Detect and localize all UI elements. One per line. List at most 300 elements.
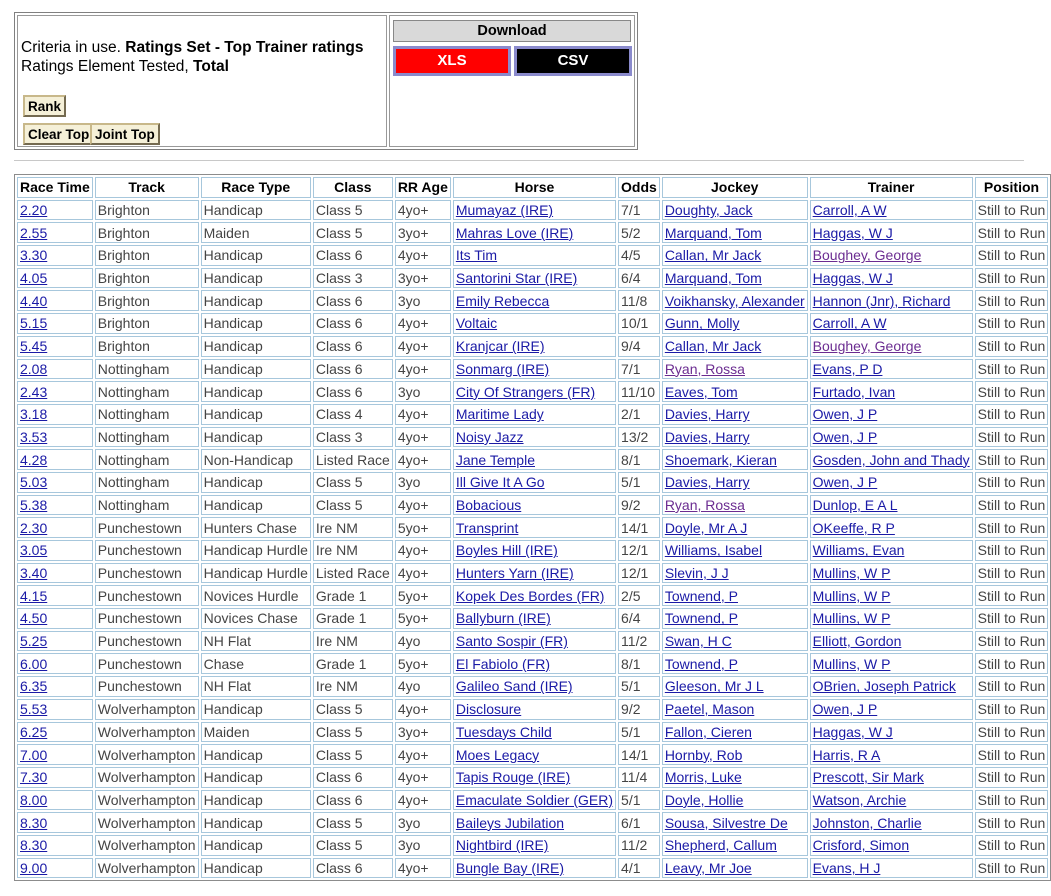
- position-cell: Still to Run: [975, 517, 1049, 538]
- track-cell: Nottingham: [95, 472, 199, 493]
- class-cell: Class 5: [313, 222, 393, 243]
- race-type-cell: Handicap: [201, 404, 311, 425]
- race-time-link[interactable]: 2.20: [20, 202, 48, 219]
- time-cell: [17, 290, 93, 311]
- age-cell: 5yo+: [395, 585, 451, 606]
- horse-link[interactable]: City Of Strangers (FR): [455, 383, 596, 400]
- race-type-cell: NH Flat: [201, 676, 311, 697]
- time-cell: [17, 200, 93, 221]
- horse-cell: [453, 858, 616, 879]
- jockey-link[interactable]: Shepherd, Callum: [664, 837, 777, 854]
- jockey-link[interactable]: Doyle, Hollie: [664, 791, 744, 808]
- trainer-cell: [810, 381, 973, 402]
- time-cell: [17, 517, 93, 538]
- race-time-link[interactable]: 3.05: [20, 542, 48, 559]
- table-row: [17, 290, 1048, 311]
- trainer-link[interactable]: Owen, J P: [812, 701, 878, 718]
- jockey-cell: [662, 631, 808, 652]
- jockey-cell: [662, 767, 808, 788]
- race-time-link[interactable]: 2.08: [20, 360, 48, 377]
- trainer-link[interactable]: Carroll, A W: [812, 202, 887, 219]
- time-cell: [17, 676, 93, 697]
- position-cell: Still to Run: [975, 449, 1049, 470]
- trainer-link[interactable]: Evans, P D: [812, 360, 883, 377]
- position-cell: Still to Run: [975, 653, 1049, 674]
- position-cell: Still to Run: [975, 222, 1049, 243]
- track-cell: Punchestown: [95, 653, 199, 674]
- trainer-cell: [810, 835, 973, 856]
- track-cell: Nottingham: [95, 495, 199, 516]
- time-cell: [17, 540, 93, 561]
- track-cell: Punchestown: [95, 563, 199, 584]
- trainer-link[interactable]: Haggas, W J: [812, 723, 893, 740]
- race-time-link[interactable]: 6.35: [20, 678, 48, 695]
- horse-link[interactable]: Noisy Jazz: [455, 428, 524, 445]
- horse-link[interactable]: Kopek Des Bordes (FR): [455, 587, 605, 604]
- race-type-cell: Handicap Hurdle: [201, 563, 311, 584]
- age-cell: 4yo+: [395, 563, 451, 584]
- jockey-cell: [662, 585, 808, 606]
- race-type-cell: Handicap: [201, 472, 311, 493]
- race-time-link[interactable]: 9.00: [20, 859, 48, 876]
- trainer-link[interactable]: Furtado, Ivan: [812, 383, 896, 400]
- jockey-link[interactable]: Slevin, J J: [664, 565, 729, 582]
- track-cell: Punchestown: [95, 517, 199, 538]
- horse-link[interactable]: Bungle Bay (IRE): [455, 859, 565, 876]
- jockey-cell: [662, 835, 808, 856]
- horse-cell: [453, 449, 616, 470]
- jockey-cell: [662, 359, 808, 380]
- jockey-link[interactable]: Hornby, Rob: [664, 746, 743, 763]
- trainer-link[interactable]: Boughey, George: [812, 247, 922, 264]
- trainer-cell: [810, 449, 973, 470]
- class-cell: Class 6: [313, 245, 393, 266]
- odds-cell: 9/4: [618, 336, 660, 357]
- trainer-cell: [810, 653, 973, 674]
- position-cell: Still to Run: [975, 812, 1049, 833]
- table-row: [17, 222, 1048, 243]
- race-type-cell: Handicap: [201, 427, 311, 448]
- trainer-cell: [810, 608, 973, 629]
- horse-link[interactable]: Mahras Love (IRE): [455, 224, 574, 241]
- horse-link[interactable]: Hunters Yarn (IRE): [455, 565, 574, 582]
- class-cell: Grade 1: [313, 653, 393, 674]
- track-cell: Wolverhampton: [95, 835, 199, 856]
- race-time-link[interactable]: 4.40: [20, 292, 48, 309]
- trainer-cell: [810, 676, 973, 697]
- jockey-cell: [662, 495, 808, 516]
- rank-button[interactable]: Rank: [23, 95, 66, 117]
- horse-link[interactable]: Nightbird (IRE): [455, 837, 549, 854]
- race-time-link[interactable]: 5.15: [20, 315, 48, 332]
- jockey-link[interactable]: Townend, P: [664, 610, 738, 627]
- class-cell: Class 6: [313, 767, 393, 788]
- time-cell: [17, 336, 93, 357]
- race-type-cell: Handicap: [201, 699, 311, 720]
- jockey-link[interactable]: Gleeson, Mr J L: [664, 678, 764, 695]
- race-time-link[interactable]: 2.55: [20, 224, 48, 241]
- jockey-link[interactable]: Voikhansky, Alexander: [664, 292, 805, 309]
- age-cell: 4yo+: [395, 359, 451, 380]
- odds-cell: 14/1: [618, 517, 660, 538]
- horse-cell: [453, 290, 616, 311]
- track-cell: Brighton: [95, 290, 199, 311]
- race-type-cell: Handicap: [201, 495, 311, 516]
- jockey-cell: [662, 676, 808, 697]
- position-cell: Still to Run: [975, 722, 1049, 743]
- trainer-link[interactable]: OKeeffe, R P: [812, 519, 895, 536]
- position-cell: Still to Run: [975, 585, 1049, 606]
- race-time-link[interactable]: 5.03: [20, 474, 48, 491]
- race-type-cell: Handicap: [201, 290, 311, 311]
- column-header-horse: Horse: [453, 177, 616, 198]
- position-cell: Still to Run: [975, 290, 1049, 311]
- jockey-cell: [662, 245, 808, 266]
- class-cell: Class 6: [313, 381, 393, 402]
- horse-cell: [453, 200, 616, 221]
- odds-cell: 2/1: [618, 404, 660, 425]
- horse-link[interactable]: Voltaic: [455, 315, 498, 332]
- trainer-link[interactable]: Harris, R A: [812, 746, 881, 763]
- position-cell: Still to Run: [975, 359, 1049, 380]
- table-row: [17, 404, 1048, 425]
- horse-cell: [453, 676, 616, 697]
- column-header-position: Position: [975, 177, 1049, 198]
- race-time-link[interactable]: 8.30: [20, 837, 48, 854]
- time-cell: [17, 313, 93, 334]
- download-xls-button[interactable]: XLS: [393, 46, 511, 76]
- jockey-link[interactable]: Townend, P: [664, 655, 738, 672]
- race-time-link[interactable]: 2.43: [20, 383, 48, 400]
- table-row: [17, 858, 1048, 879]
- odds-cell: 11/4: [618, 767, 660, 788]
- odds-cell: 2/5: [618, 585, 660, 606]
- trainer-link[interactable]: Evans, H J: [812, 859, 881, 876]
- horse-cell: [453, 585, 616, 606]
- jockey-link[interactable]: Gunn, Molly: [664, 315, 740, 332]
- trainer-link[interactable]: Haggas, W J: [812, 224, 893, 241]
- race-time-link[interactable]: 8.00: [20, 791, 48, 808]
- clear-top-button[interactable]: Clear Top: [23, 123, 94, 145]
- race-type-cell: Handicap: [201, 268, 311, 289]
- trainer-link[interactable]: Watson, Archie: [812, 791, 907, 808]
- time-cell: [17, 608, 93, 629]
- horse-cell: [453, 835, 616, 856]
- jockey-link[interactable]: Callan, Mr Jack: [664, 338, 762, 355]
- horse-link[interactable]: Tuesdays Child: [455, 723, 552, 740]
- table-row: [17, 495, 1048, 516]
- trainer-link[interactable]: Haggas, W J: [812, 270, 893, 287]
- track-cell: Brighton: [95, 200, 199, 221]
- column-header-trainer: Trainer: [810, 177, 973, 198]
- horse-link[interactable]: Ill Give It A Go: [455, 474, 545, 491]
- class-cell: Class 6: [313, 858, 393, 879]
- trainer-link[interactable]: OBrien, Joseph Patrick: [812, 678, 956, 695]
- horse-link[interactable]: Santorini Star (IRE): [455, 270, 578, 287]
- horse-cell: [453, 404, 616, 425]
- race-time-link[interactable]: 3.30: [20, 247, 48, 264]
- time-cell: [17, 812, 93, 833]
- jockey-link[interactable]: Davies, Harry: [664, 406, 750, 423]
- age-cell: 4yo+: [395, 540, 451, 561]
- table-row: [17, 268, 1048, 289]
- odds-cell: 4/1: [618, 858, 660, 879]
- horse-link[interactable]: Emily Rebecca: [455, 292, 550, 309]
- odds-cell: 12/1: [618, 540, 660, 561]
- race-type-cell: Handicap: [201, 812, 311, 833]
- jockey-link[interactable]: Leavy, Mr Joe: [664, 859, 752, 876]
- age-cell: 4yo+: [395, 404, 451, 425]
- jockey-link[interactable]: Ryan, Rossa: [664, 360, 745, 377]
- horse-link[interactable]: Tapis Rouge (IRE): [455, 769, 571, 786]
- joint-top-button[interactable]: Joint Top: [90, 123, 160, 145]
- horse-cell: [453, 608, 616, 629]
- trainer-link[interactable]: Mullins, W P: [812, 610, 891, 627]
- table-row: [17, 472, 1048, 493]
- horse-link[interactable]: Disclosure: [455, 701, 522, 718]
- jockey-cell: [662, 449, 808, 470]
- table-row: [17, 359, 1048, 380]
- jockey-cell: [662, 608, 808, 629]
- jockey-cell: [662, 812, 808, 833]
- race-time-link[interactable]: 6.00: [20, 655, 48, 672]
- horse-link[interactable]: Sonmarg (IRE): [455, 360, 550, 377]
- track-cell: Wolverhampton: [95, 790, 199, 811]
- race-time-link[interactable]: 2.30: [20, 519, 48, 536]
- race-time-link[interactable]: 5.53: [20, 701, 48, 718]
- jockey-cell: [662, 653, 808, 674]
- trainer-link[interactable]: Owen, J P: [812, 428, 878, 445]
- track-cell: Punchestown: [95, 585, 199, 606]
- horse-link[interactable]: Santo Sospir (FR): [455, 633, 568, 650]
- table-row: [17, 563, 1048, 584]
- column-header-race-type: Race Type: [201, 177, 311, 198]
- race-type-cell: Handicap: [201, 359, 311, 380]
- odds-cell: 4/5: [618, 245, 660, 266]
- race-time-link[interactable]: 5.38: [20, 496, 48, 513]
- time-cell: [17, 835, 93, 856]
- race-time-link[interactable]: 4.50: [20, 610, 48, 627]
- trainer-link[interactable]: Owen, J P: [812, 406, 878, 423]
- trainer-link[interactable]: Elliott, Gordon: [812, 633, 902, 650]
- class-cell: Grade 1: [313, 585, 393, 606]
- position-cell: Still to Run: [975, 744, 1049, 765]
- position-cell: Still to Run: [975, 608, 1049, 629]
- jockey-cell: [662, 563, 808, 584]
- race-time-link[interactable]: 8.30: [20, 814, 48, 831]
- table-row: [17, 790, 1048, 811]
- jockey-link[interactable]: Eaves, Tom: [664, 383, 738, 400]
- horse-cell: [453, 381, 616, 402]
- time-cell: [17, 245, 93, 266]
- jockey-link[interactable]: Williams, Isabel: [664, 542, 763, 559]
- trainer-link[interactable]: Mullins, W P: [812, 565, 891, 582]
- jockey-link[interactable]: Townend, P: [664, 587, 738, 604]
- horse-link[interactable]: Ballyburn (IRE): [455, 610, 551, 627]
- jockey-link[interactable]: Doyle, Mr A J: [664, 519, 748, 536]
- position-cell: Still to Run: [975, 835, 1049, 856]
- class-cell: Grade 1: [313, 608, 393, 629]
- race-time-link[interactable]: 5.25: [20, 633, 48, 650]
- race-time-link[interactable]: 7.00: [20, 746, 48, 763]
- trainer-cell: [810, 290, 973, 311]
- track-cell: Wolverhampton: [95, 858, 199, 879]
- download-csv-button[interactable]: CSV: [514, 46, 632, 76]
- age-cell: 4yo+: [395, 495, 451, 516]
- horse-link[interactable]: Moes Legacy: [455, 746, 540, 763]
- jockey-cell: [662, 313, 808, 334]
- jockey-link[interactable]: Callan, Mr Jack: [664, 247, 762, 264]
- jockey-link[interactable]: Marquand, Tom: [664, 224, 762, 241]
- track-cell: Brighton: [95, 268, 199, 289]
- position-cell: Still to Run: [975, 245, 1049, 266]
- time-cell: [17, 449, 93, 470]
- column-header-track: Track: [95, 177, 199, 198]
- age-cell: 4yo+: [395, 790, 451, 811]
- race-type-cell: Handicap: [201, 835, 311, 856]
- time-cell: [17, 631, 93, 652]
- jockey-link[interactable]: Davies, Harry: [664, 428, 750, 445]
- race-time-link[interactable]: 3.40: [20, 565, 48, 582]
- jockey-cell: [662, 790, 808, 811]
- horse-link[interactable]: Mumayaz (IRE): [455, 202, 554, 219]
- race-time-link[interactable]: 7.30: [20, 769, 48, 786]
- race-time-link[interactable]: 3.18: [20, 406, 48, 423]
- odds-cell: 8/1: [618, 449, 660, 470]
- race-type-cell: Hunters Chase: [201, 517, 311, 538]
- jockey-cell: [662, 472, 808, 493]
- position-cell: Still to Run: [975, 676, 1049, 697]
- race-time-link[interactable]: 4.28: [20, 451, 48, 468]
- horse-link[interactable]: Baileys Jubilation: [455, 814, 565, 831]
- trainer-link[interactable]: Mullins, W P: [812, 587, 891, 604]
- time-cell: [17, 744, 93, 765]
- trainer-link[interactable]: Mullins, W P: [812, 655, 891, 672]
- trainer-link[interactable]: Gosden, John and Thady: [812, 451, 970, 468]
- trainer-link[interactable]: Johnston, Charlie: [812, 814, 922, 831]
- trainer-cell: [810, 767, 973, 788]
- odds-cell: 10/1: [618, 313, 660, 334]
- download-header: Download: [393, 20, 631, 42]
- jockey-link[interactable]: Paetel, Mason: [664, 701, 755, 718]
- track-cell: Wolverhampton: [95, 744, 199, 765]
- time-cell: [17, 563, 93, 584]
- race-type-cell: Handicap: [201, 245, 311, 266]
- horse-link[interactable]: El Fabiolo (FR): [455, 655, 550, 672]
- position-cell: Still to Run: [975, 631, 1049, 652]
- race-time-link[interactable]: 3.53: [20, 428, 48, 445]
- jockey-link[interactable]: Morris, Luke: [664, 769, 742, 786]
- trainer-link[interactable]: Crisford, Simon: [812, 837, 910, 854]
- horse-cell: [453, 336, 616, 357]
- class-cell: Class 6: [313, 359, 393, 380]
- trainer-link[interactable]: Owen, J P: [812, 474, 878, 491]
- jockey-link[interactable]: Fallon, Cieren: [664, 723, 752, 740]
- odds-cell: 5/1: [618, 472, 660, 493]
- horse-cell: [453, 767, 616, 788]
- odds-cell: 6/4: [618, 268, 660, 289]
- horse-link[interactable]: Its Tim: [455, 247, 498, 264]
- table-row: [17, 381, 1048, 402]
- age-cell: 4yo+: [395, 449, 451, 470]
- trainer-link[interactable]: Williams, Evan: [812, 542, 905, 559]
- odds-cell: 9/2: [618, 495, 660, 516]
- trainer-cell: [810, 631, 973, 652]
- age-cell: 3yo+: [395, 222, 451, 243]
- class-cell: Class 6: [313, 790, 393, 811]
- horse-cell: [453, 427, 616, 448]
- horse-link[interactable]: Boyles Hill (IRE): [455, 542, 558, 559]
- trainer-cell: [810, 222, 973, 243]
- class-cell: Ire NM: [313, 540, 393, 561]
- horse-link[interactable]: Emaculate Soldier (GER): [455, 791, 614, 808]
- race-time-link[interactable]: 6.25: [20, 723, 48, 740]
- class-cell: Class 5: [313, 200, 393, 221]
- jockey-link[interactable]: Sousa, Silvestre De: [664, 814, 788, 831]
- criteria-element-value: Total: [193, 58, 229, 75]
- class-cell: Listed Race: [313, 563, 393, 584]
- trainer-cell: [810, 336, 973, 357]
- class-cell: Class 5: [313, 495, 393, 516]
- horse-link[interactable]: Bobacious: [455, 496, 522, 513]
- horse-link[interactable]: Maritime Lady: [455, 406, 544, 423]
- odds-cell: 11/8: [618, 290, 660, 311]
- class-cell: Class 3: [313, 268, 393, 289]
- jockey-link[interactable]: Marquand, Tom: [664, 270, 762, 287]
- trainer-link[interactable]: Boughey, George: [812, 338, 922, 355]
- time-cell: [17, 359, 93, 380]
- age-cell: 5yo+: [395, 653, 451, 674]
- jockey-link[interactable]: Swan, H C: [664, 633, 732, 650]
- trainer-link[interactable]: Dunlop, E A L: [812, 496, 898, 513]
- jockey-cell: [662, 744, 808, 765]
- trainer-link[interactable]: Carroll, A W: [812, 315, 887, 332]
- race-time-link[interactable]: 4.05: [20, 270, 48, 287]
- horse-cell: [453, 790, 616, 811]
- time-cell: [17, 495, 93, 516]
- horse-link[interactable]: Galileo Sand (IRE): [455, 678, 573, 695]
- race-time-link[interactable]: 4.15: [20, 587, 48, 604]
- horse-link[interactable]: Jane Temple: [455, 451, 535, 468]
- trainer-cell: [810, 359, 973, 380]
- column-header-rr-age: RR Age: [395, 177, 451, 198]
- jockey-link[interactable]: Davies, Harry: [664, 474, 750, 491]
- trainer-cell: [810, 472, 973, 493]
- jockey-link[interactable]: Shoemark, Kieran: [664, 451, 777, 468]
- age-cell: 4yo+: [395, 744, 451, 765]
- trainer-cell: [810, 744, 973, 765]
- time-cell: [17, 767, 93, 788]
- table-header-row: [17, 177, 1048, 198]
- trainer-link[interactable]: Hannon (Jnr), Richard: [812, 292, 951, 309]
- horse-cell: [453, 222, 616, 243]
- class-cell: Class 5: [313, 472, 393, 493]
- horse-link[interactable]: Kranjcar (IRE): [455, 338, 545, 355]
- age-cell: 3yo+: [395, 268, 451, 289]
- jockey-cell: [662, 381, 808, 402]
- race-time-link[interactable]: 5.45: [20, 338, 48, 355]
- jockey-cell: [662, 404, 808, 425]
- age-cell: 4yo: [395, 676, 451, 697]
- track-cell: Punchestown: [95, 676, 199, 697]
- race-type-cell: Maiden: [201, 722, 311, 743]
- horse-link[interactable]: Transprint: [455, 519, 519, 536]
- jockey-link[interactable]: Ryan, Rossa: [664, 496, 745, 513]
- jockey-cell: [662, 858, 808, 879]
- jockey-link[interactable]: Doughty, Jack: [664, 202, 753, 219]
- trainer-link[interactable]: Prescott, Sir Mark: [812, 769, 924, 786]
- odds-cell: 7/1: [618, 359, 660, 380]
